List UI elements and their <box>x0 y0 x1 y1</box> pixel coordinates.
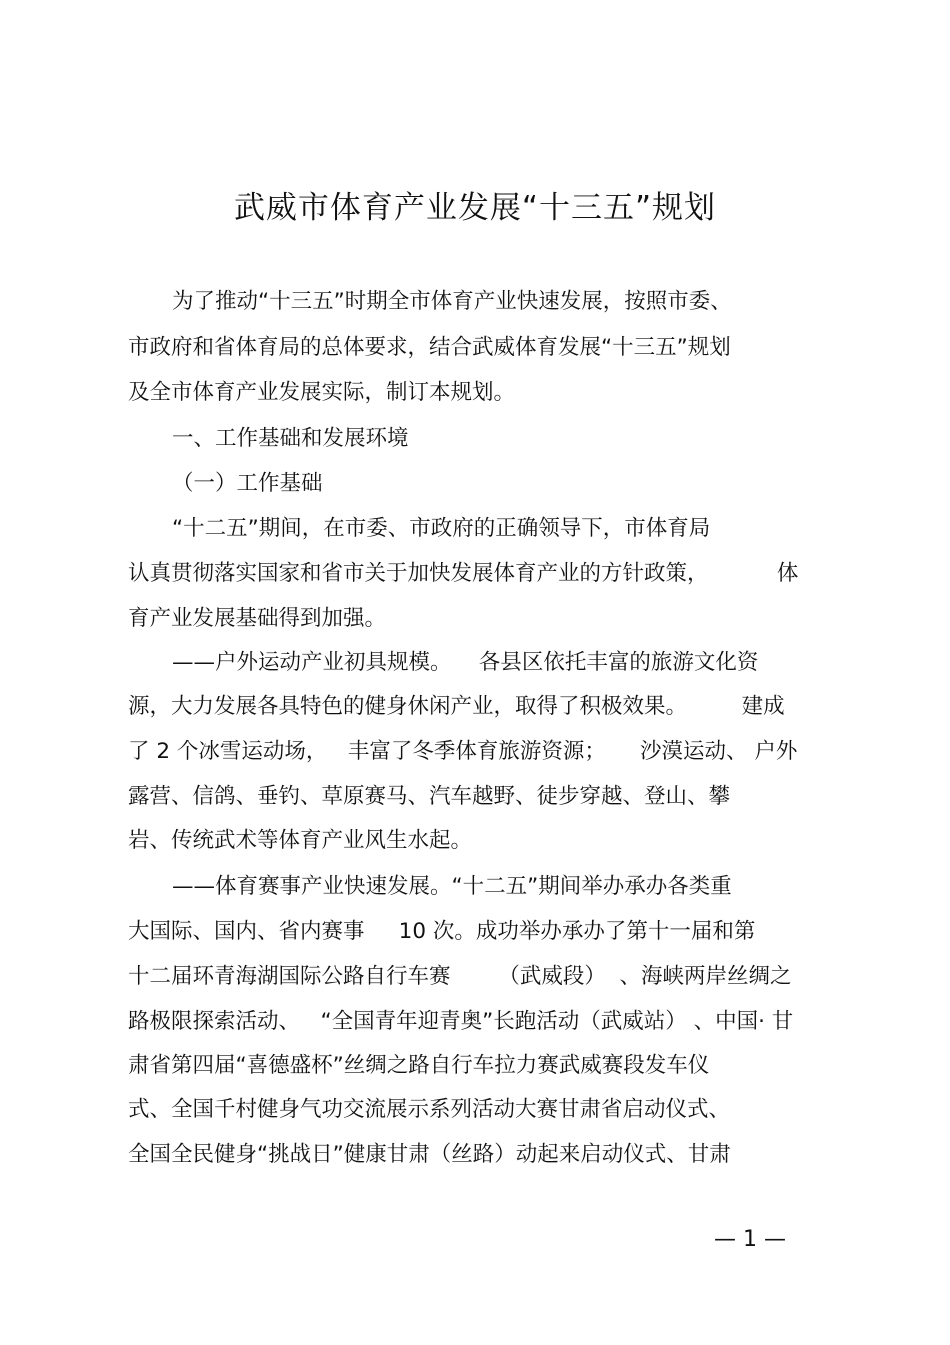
paragraph-line: 育产业发展基础得到加强。 <box>128 606 387 631</box>
paragraph-line: 认真贯彻落实国家和省市关于加快发展体育产业的方针政策， 体 <box>128 561 799 586</box>
paragraph-line: 及全市体育产业发展实际，制订本规划。 <box>128 380 516 405</box>
paragraph-line: 源，大力发展各具特色的健身休闲产业，取得了积极效果。 建成 <box>128 694 785 719</box>
paragraph-line: ——户外运动产业初具规模。 各县区依托丰富的旅游文化资 <box>172 650 759 675</box>
page-title: 武威市体育产业发展“十三五”规划 <box>233 190 717 226</box>
subsection-heading: （一）工作基础 <box>172 471 323 496</box>
paragraph-line: 路极限探索活动、 “全国青年迎青奥”长跑活动（武威站） 、中国· 甘 <box>128 1009 794 1034</box>
paragraph-line: 了 2 个冰雪运动场， 丰富了冬季体育旅游资源； 沙漠运动、 户外 <box>128 739 798 764</box>
paragraph-line: 露营、信鸽、垂钓、草原赛马、汽车越野、徒步穿越、登山、攀 <box>128 784 731 809</box>
paragraph-line: 全国全民健身“挑战日”健康甘肃（丝路）动起来启动仪式、甘肃 <box>128 1142 731 1167</box>
paragraph-line: 十二届环青海湖国际公路自行车赛 （武威段） 、海峡两岸丝绸之 <box>128 964 792 989</box>
paragraph-line: 为了推动“十三五”时期全市体育产业快速发展，按照市委、 <box>172 289 732 314</box>
paragraph-line: 大国际、国内、省内赛事 10 次。成功举办承办了第十一届和第 <box>128 919 756 944</box>
paragraph-line: 肃省第四届“喜德盛杯”丝绸之路自行车拉力赛武威赛段发车仪 <box>128 1053 710 1078</box>
paragraph-line: 市政府和省体育局的总体要求，结合武威体育发展“十三五”规划 <box>128 335 731 360</box>
paragraph-line: 式、全国千村健身气功交流展示系列活动大赛甘肃省启动仪式、 <box>128 1097 731 1122</box>
page-number: — 1 — <box>714 1227 786 1252</box>
paragraph-line: 岩、传统武术等体育产业风生水起。 <box>128 828 473 853</box>
paragraph-line: ——体育赛事产业快速发展。“十二五”期间举办承办各类重 <box>172 874 732 899</box>
section-heading: 一、工作基础和发展环境 <box>172 426 409 451</box>
paragraph-line: “十二五”期间，在市委、市政府的正确领导下，市体育局 <box>172 516 711 541</box>
